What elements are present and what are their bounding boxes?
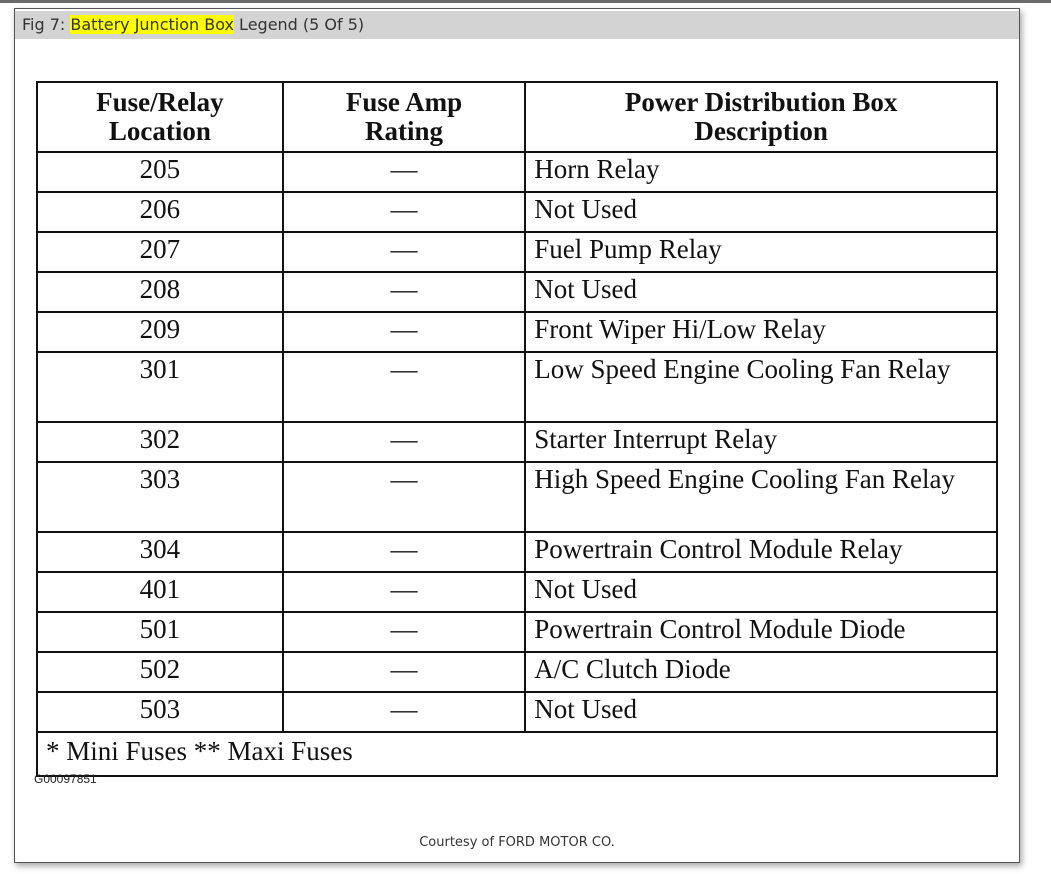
description-cell: Starter Interrupt Relay	[525, 422, 997, 462]
amp-rating-cell: —	[283, 532, 525, 572]
table-row	[37, 612, 997, 652]
table-row	[37, 532, 997, 572]
description-cell: High Speed Engine Cooling Fan Relay	[525, 462, 997, 532]
amp-rating-cell: —	[283, 612, 525, 652]
amp-rating-cell: —	[283, 462, 525, 532]
title-suffix: Legend (5 Of 5)	[233, 15, 365, 34]
location-cell: 502	[37, 652, 283, 692]
table-row	[37, 272, 997, 312]
description-cell: Not Used	[525, 192, 997, 232]
description-cell: Not Used	[525, 272, 997, 312]
description-cell: Not Used	[525, 572, 997, 612]
footnote-row	[37, 732, 997, 776]
description-cell: Fuel Pump Relay	[525, 232, 997, 272]
table-row	[37, 232, 997, 272]
header-row	[37, 82, 997, 152]
amp-rating-cell: —	[283, 422, 525, 462]
amp-rating-cell: —	[283, 652, 525, 692]
table-row	[37, 312, 997, 352]
amp-rating-cell: —	[283, 272, 525, 312]
amp-rating-cell: —	[283, 152, 525, 192]
location-cell: 205	[37, 152, 283, 192]
location-cell: 302	[37, 422, 283, 462]
amp-rating-cell: —	[283, 572, 525, 612]
location-cell: 208	[37, 272, 283, 312]
header-location: Fuse/Relay Location	[37, 82, 283, 152]
table-row	[37, 192, 997, 232]
title-prefix: Fig 7:	[22, 15, 71, 34]
figure-panel	[14, 8, 1020, 863]
table-row	[37, 422, 997, 462]
description-cell: Low Speed Engine Cooling Fan Relay	[525, 352, 997, 422]
amp-rating-cell: —	[283, 232, 525, 272]
courtesy-text: Courtesy of FORD MOTOR CO.	[419, 835, 615, 850]
description-cell: Horn Relay	[525, 152, 997, 192]
amp-rating-cell: —	[283, 692, 525, 732]
description-cell: Powertrain Control Module Diode	[525, 612, 997, 652]
header-amp: Fuse Amp Rating	[283, 82, 525, 152]
table-row	[37, 572, 997, 612]
location-cell: 503	[37, 692, 283, 732]
top-border	[0, 0, 1051, 3]
amp-rating-cell: —	[283, 312, 525, 352]
location-cell: 209	[37, 312, 283, 352]
figure-code: G00097851	[34, 772, 97, 786]
location-cell: 401	[37, 572, 283, 612]
amp-rating-cell: —	[283, 352, 525, 422]
table-row	[37, 152, 997, 192]
description-cell: Not Used	[525, 692, 997, 732]
fuse-legend-table	[36, 81, 998, 777]
figure-title	[15, 11, 1019, 39]
amp-rating-cell: —	[283, 192, 525, 232]
description-cell: A/C Clutch Diode	[525, 652, 997, 692]
location-cell: 501	[37, 612, 283, 652]
title-highlight: Battery Junction Box	[70, 15, 234, 34]
header-description: Power Distribution Box Description	[525, 82, 997, 152]
table-row	[37, 692, 997, 732]
location-cell: 206	[37, 192, 283, 232]
description-cell: Powertrain Control Module Relay	[525, 532, 997, 572]
footnote: * Mini Fuses ** Maxi Fuses	[37, 732, 997, 776]
table-row	[37, 652, 997, 692]
description-cell: Front Wiper Hi/Low Relay	[525, 312, 997, 352]
location-cell: 304	[37, 532, 283, 572]
location-cell: 301	[37, 352, 283, 422]
table-row	[37, 352, 997, 422]
table-row	[37, 462, 997, 532]
location-cell: 207	[37, 232, 283, 272]
location-cell: 303	[37, 462, 283, 532]
